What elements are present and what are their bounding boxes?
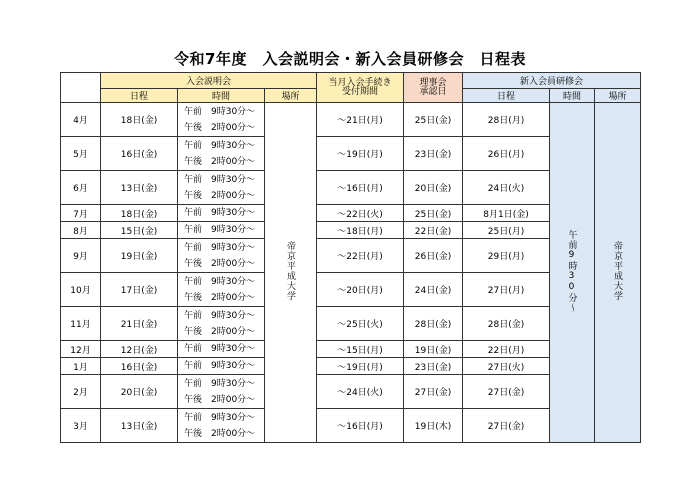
training-date-cell: 29日(月) — [463, 239, 550, 273]
training-date-cell: 27日(月) — [463, 273, 550, 307]
pm-time: 午後 2時00分～ — [184, 394, 256, 405]
month-cell: 10月 — [61, 273, 101, 307]
am-time: 午前 9時30分～ — [184, 412, 256, 423]
training-date-cell: 27日(金) — [463, 409, 550, 443]
board-header-text: 理事会 承認日 — [419, 77, 447, 97]
briefing-time-cell — [178, 205, 265, 222]
briefing-date-cell: 16日(金) — [101, 358, 178, 375]
month-header — [61, 73, 101, 103]
briefing-date-cell: 18日(金) — [101, 205, 178, 222]
board-date-cell: 24日(金) — [404, 273, 463, 307]
deadline-cell: ～15日(月) — [317, 341, 404, 358]
training-time-header: 時間 — [550, 89, 595, 103]
am-time: 午前 9時30分～ — [184, 106, 256, 117]
month-cell: 6月 — [61, 171, 101, 205]
pm-time: 午後 2時00分～ — [184, 122, 256, 133]
month-cell: 3月 — [61, 409, 101, 443]
board-date-cell: 23日(金) — [404, 137, 463, 171]
deadline-cell: ～22日(月) — [317, 239, 404, 273]
month-cell: 9月 — [61, 239, 101, 273]
board-date-cell: 19日(木) — [404, 409, 463, 443]
training-time-text: 午前9時30分～ — [566, 229, 577, 313]
briefing-place-header: 場所 — [265, 89, 317, 103]
briefing-time-cell — [178, 103, 265, 137]
training-date-cell: 28日(金) — [463, 307, 550, 341]
procedure-header — [317, 73, 404, 103]
board-date-cell: 26日(金) — [404, 239, 463, 273]
deadline-cell: ～25日(火) — [317, 307, 404, 341]
training-header: 新入会員研修会 — [463, 73, 641, 89]
briefing-time-cell — [178, 409, 265, 443]
briefing-date-cell: 12日(金) — [101, 341, 178, 358]
board-date-cell: 28日(金) — [404, 307, 463, 341]
am-time: 午前 9時30分～ — [184, 174, 256, 185]
am-time: 午前 9時30分～ — [184, 310, 256, 321]
month-cell: 7月 — [61, 205, 101, 222]
pm-time: 午後 2時00分～ — [184, 190, 256, 201]
training-place-header: 場所 — [595, 89, 641, 103]
month-cell: 8月 — [61, 222, 101, 239]
briefing-time-cell — [178, 358, 265, 375]
briefing-time-cell — [178, 171, 265, 205]
am-time: 午前 9時30分～ — [184, 140, 256, 151]
training-date-cell: 25日(月) — [463, 222, 550, 239]
deadline-cell: ～20日(月) — [317, 273, 404, 307]
am-time: 午前 9時30分～ — [184, 208, 256, 218]
board-date-cell: 27日(金) — [404, 375, 463, 409]
briefing-date-cell: 17日(金) — [101, 273, 178, 307]
training-date-cell: 27日(金) — [463, 375, 550, 409]
briefing-time-cell — [178, 239, 265, 273]
briefing-time-header: 時間 — [178, 89, 265, 103]
pm-time: 午後 2時00分～ — [184, 292, 256, 303]
briefing-time-cell — [178, 341, 265, 358]
deadline-cell: ～21日(月) — [317, 103, 404, 137]
training-date-cell: 22日(月) — [463, 341, 550, 358]
month-cell: 12月 — [61, 341, 101, 358]
pm-time: 午後 2時00分～ — [184, 258, 256, 269]
briefing-time-cell — [178, 137, 265, 171]
am-time: 午前 9時30分～ — [184, 344, 256, 354]
briefing-time-cell — [178, 307, 265, 341]
table-row — [61, 103, 641, 137]
am-time: 午前 9時30分～ — [184, 276, 256, 287]
am-time: 午前 9時30分～ — [184, 378, 256, 389]
am-time: 午前 9時30分～ — [184, 242, 256, 253]
training-date-cell: 28日(月) — [463, 103, 550, 137]
am-time: 午前 9時30分～ — [184, 225, 256, 235]
briefing-place-text: 帝京平成大学 — [285, 241, 296, 301]
deadline-cell: ～19日(月) — [317, 358, 404, 375]
schedule-body — [61, 103, 641, 443]
deadline-cell: ～18日(月) — [317, 222, 404, 239]
page-title: 令和7年度 入会説明会・新入会員研修会 日程表 — [174, 50, 526, 68]
board-date-cell: 20日(金) — [404, 171, 463, 205]
training-date-cell: 24日(火) — [463, 171, 550, 205]
board-header — [404, 73, 463, 103]
briefing-date-cell: 16日(金) — [101, 137, 178, 171]
briefing-date-cell: 18日(金) — [101, 103, 178, 137]
month-cell: 11月 — [61, 307, 101, 341]
briefing-place-cell — [265, 103, 317, 443]
training-date-header: 日程 — [463, 89, 550, 103]
board-date-cell: 23日(金) — [404, 358, 463, 375]
briefing-date-cell: 20日(金) — [101, 375, 178, 409]
deadline-cell: ～16日(月) — [317, 409, 404, 443]
deadline-cell: ～19日(月) — [317, 137, 404, 171]
month-cell: 2月 — [61, 375, 101, 409]
board-date-cell: 25日(金) — [404, 205, 463, 222]
training-place-cell — [595, 103, 641, 443]
training-place-text: 帝京平成大学 — [612, 241, 623, 301]
board-date-cell: 22日(金) — [404, 222, 463, 239]
schedule-table — [60, 72, 641, 443]
pm-time: 午後 2時00分～ — [184, 428, 256, 439]
am-time: 午前 9時30分～ — [184, 361, 256, 371]
month-cell: 5月 — [61, 137, 101, 171]
deadline-cell: ～24日(火) — [317, 375, 404, 409]
briefing-header: 入会説明会 — [101, 73, 317, 89]
briefing-date-cell: 21日(金) — [101, 307, 178, 341]
briefing-date-cell: 19日(金) — [101, 239, 178, 273]
deadline-cell: ～22日(火) — [317, 205, 404, 222]
month-cell: 4月 — [61, 103, 101, 137]
briefing-time-cell — [178, 222, 265, 239]
briefing-date-cell: 15日(金) — [101, 222, 178, 239]
training-date-cell: 8月1日(金) — [463, 205, 550, 222]
briefing-date-cell: 13日(金) — [101, 409, 178, 443]
month-cell: 1月 — [61, 358, 101, 375]
pm-time: 午後 2時00分～ — [184, 156, 256, 167]
pm-time: 午後 2時00分～ — [184, 326, 256, 337]
briefing-date-header: 日程 — [101, 89, 178, 103]
briefing-time-cell — [178, 273, 265, 307]
training-time-cell — [550, 103, 595, 443]
board-date-cell: 19日(金) — [404, 341, 463, 358]
board-date-cell: 25日(金) — [404, 103, 463, 137]
briefing-time-cell — [178, 375, 265, 409]
training-date-cell: 27日(火) — [463, 358, 550, 375]
procedure-header-text: 当月入会手続き 受付期間 — [328, 77, 392, 97]
deadline-cell: ～16日(月) — [317, 171, 404, 205]
briefing-date-cell: 13日(金) — [101, 171, 178, 205]
training-date-cell: 26日(月) — [463, 137, 550, 171]
